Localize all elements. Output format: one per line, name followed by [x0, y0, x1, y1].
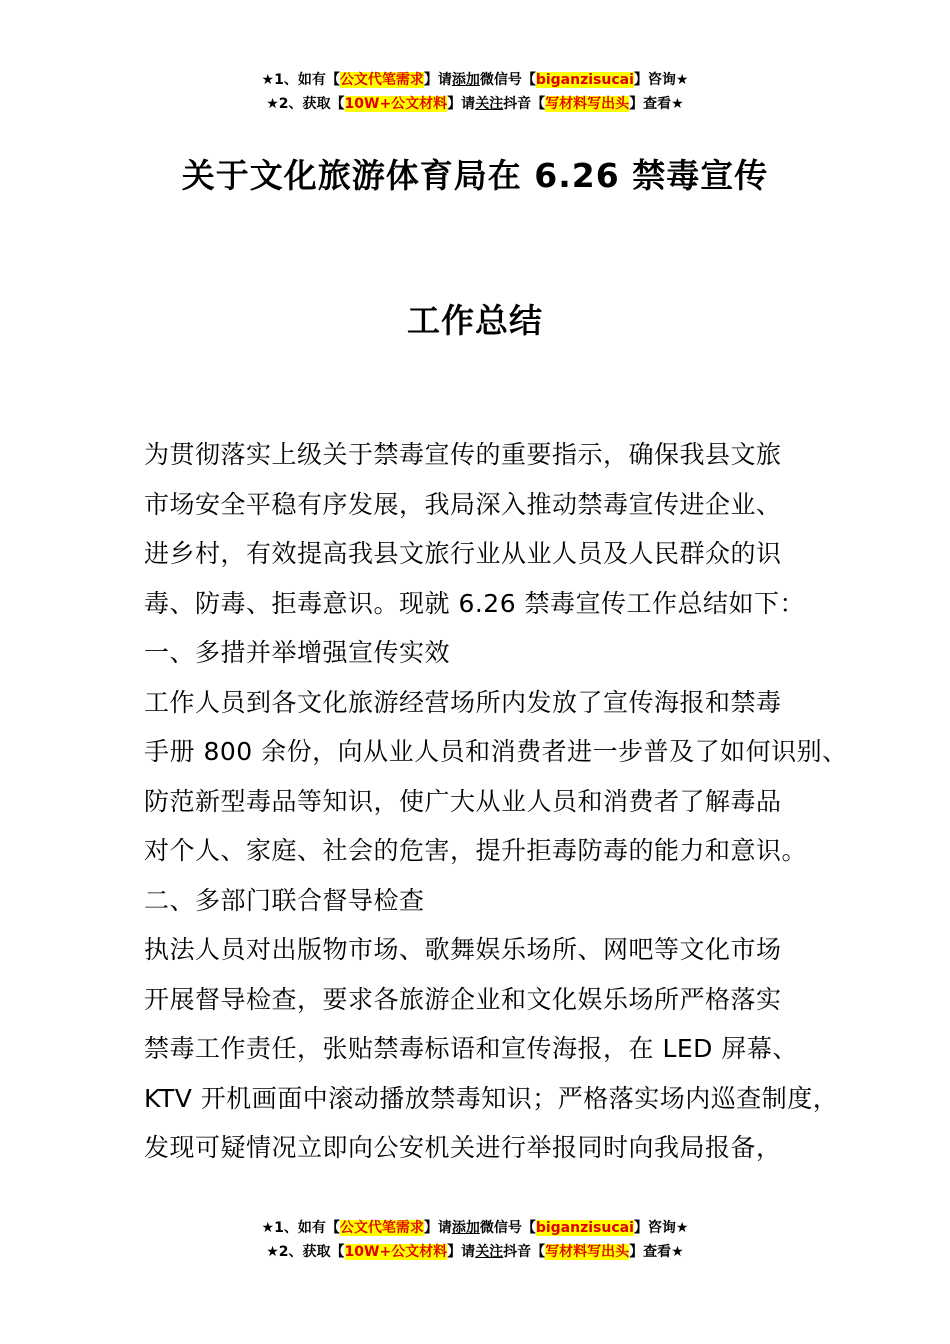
footer-banner	[0, 1216, 950, 1264]
banner-text: 微信号【	[479, 1220, 536, 1236]
banner-line-1	[0, 68, 950, 92]
banner-text: ★2、获取【	[266, 1244, 345, 1260]
body-line: 市场安全平稳有序发展，我局深入推动禁毒宣传进企业、	[144, 489, 782, 519]
banner-highlight: biganzisucai	[535, 1220, 634, 1236]
section-heading-2: 二、多部门联合督导检查	[144, 885, 425, 915]
body-line: 防范新型毒品等知识，使广大从业人员和消费者了解毒品	[144, 786, 782, 816]
banner-text: 】请	[423, 72, 452, 88]
body-line: KTV 开机画面中滚动播放禁毒知识；严格落实场内巡查制度，	[144, 1083, 839, 1113]
banner-text: 】查看★	[629, 96, 684, 112]
header-banner	[0, 68, 950, 116]
body-line: 为贯彻落实上级关于禁毒宣传的重要指示，确保我县文旅	[144, 440, 782, 469]
banner-text: 】请	[423, 1220, 452, 1236]
banner-text: 】咨询★	[633, 72, 689, 88]
banner-line-2	[0, 92, 950, 116]
body-line: 开展督导检查，要求各旅游企业和文化娱乐场所严格落实	[144, 984, 782, 1014]
banner-text: ★1、如有【	[261, 1220, 340, 1236]
body-line: 对个人、家庭、社会的危害，提升拒毒防毒的能力和意识。	[144, 836, 808, 865]
banner-highlight: 公文代笔需求	[339, 72, 424, 88]
banner-text: 微信号【	[479, 72, 536, 88]
banner-underline: 添加	[451, 1220, 480, 1236]
banner-underline: 关注	[475, 96, 504, 112]
body-line: 毒、防毒、拒毒意识。现就 6.26 禁毒宣传工作总结如下：	[144, 588, 806, 618]
body-line: 手册 800 余份，向从业人员和消费者进一步普及了如何识别、	[144, 737, 848, 766]
body-line: 执法人员对出版物市场、歌舞娱乐场所、网吧等文化市场	[144, 935, 782, 964]
banner-text: 】咨询★	[633, 1220, 689, 1236]
banner-line-2	[0, 1240, 950, 1264]
banner-text: 】查看★	[629, 1244, 684, 1260]
body-line: 工作人员到各文化旅游经营场所内发放了宣传海报和禁毒	[144, 687, 782, 717]
document-title-line-2: 工作总结	[407, 301, 543, 340]
body-line: 进乡村，有效提高我县文旅行业从业人员及人民群众的识	[144, 539, 782, 568]
banner-text: 抖音【	[503, 96, 546, 112]
section-heading-1: 一、多措并举增强宣传实效	[144, 638, 451, 667]
document-title-line-1: 关于文化旅游体育局在 6.26 禁毒宣传	[181, 156, 769, 195]
body-line: 发现可疑情况立即向公安机关进行举报同时向我局报备，	[144, 1133, 782, 1162]
banner-text: ★2、获取【	[266, 96, 345, 112]
banner-underline: 关注	[475, 1244, 504, 1260]
banner-highlight: biganzisucai	[535, 72, 634, 88]
document-body	[144, 430, 848, 1173]
banner-line-1	[0, 1216, 950, 1240]
banner-text: ★1、如有【	[261, 72, 340, 88]
banner-text: 抖音【	[503, 1244, 546, 1260]
banner-underline: 添加	[451, 72, 480, 88]
banner-text: 】请	[447, 96, 476, 112]
banner-highlight: 公文代笔需求	[339, 1220, 424, 1236]
banner-highlight: 10W+公文材料	[344, 96, 448, 112]
banner-highlight: 写材料写出头	[545, 96, 630, 112]
body-line: 禁毒工作责任，张贴禁毒标语和宣传海报，在 LED 屏幕、	[144, 1034, 798, 1063]
banner-highlight: 10W+公文材料	[344, 1244, 448, 1260]
banner-highlight: 写材料写出头	[545, 1244, 630, 1260]
banner-text: 】请	[447, 1244, 476, 1260]
